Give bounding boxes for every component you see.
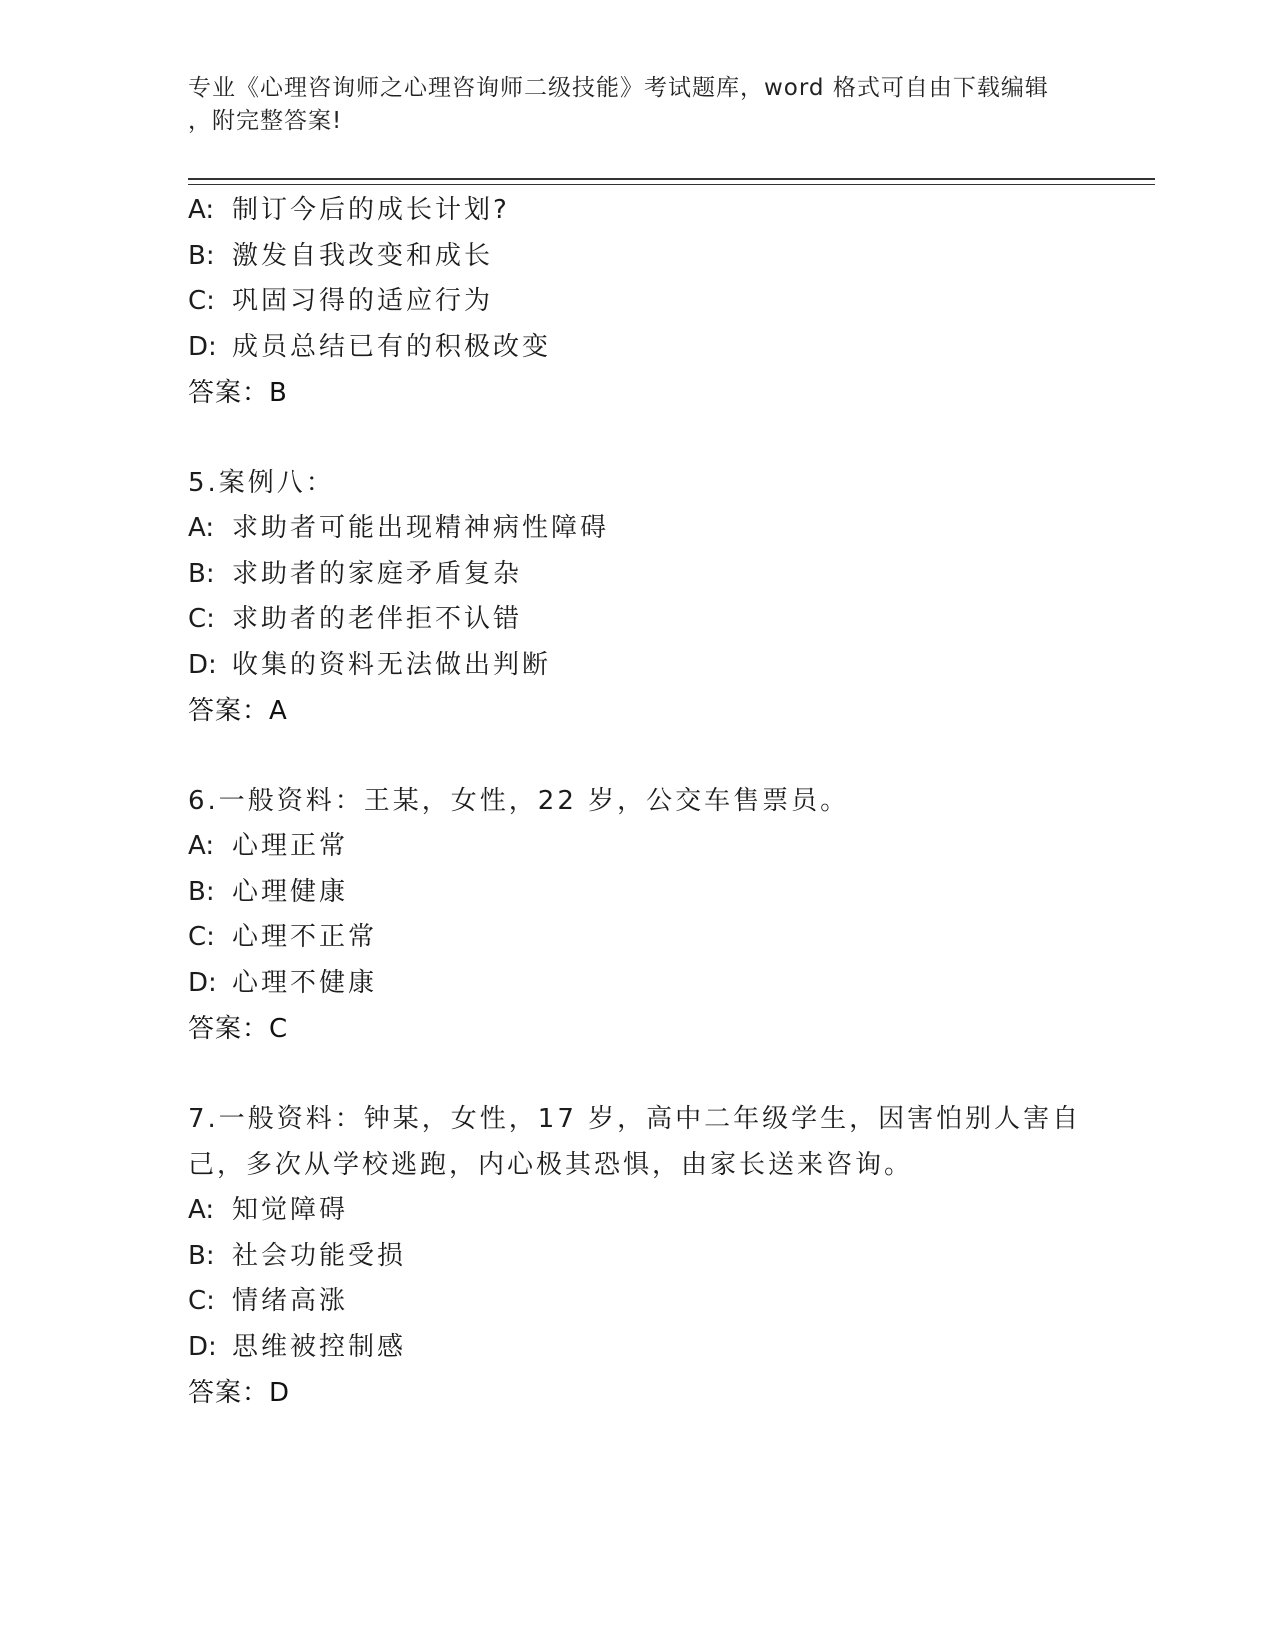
question-stem-line-1: 7.一般资料：钟某，女性，17 岁，高中二年级学生，因害怕别人害自	[188, 1104, 1082, 1134]
option-d: D: 心理不健康	[188, 967, 378, 998]
header-divider-thick	[188, 178, 1155, 180]
spacer	[188, 1052, 1088, 1096]
question-block-5	[188, 460, 1088, 734]
header-line-2: ，附完整答案!	[188, 108, 343, 134]
option-b: B: 社会功能受损	[188, 1240, 407, 1271]
option-d: D: 收集的资料无法做出判断	[188, 649, 552, 680]
answer-line: 答案：A	[188, 696, 288, 726]
question-stem: 5.案例八：	[188, 468, 335, 498]
option-c: C: 巩固习得的适应行为	[188, 286, 494, 316]
question-block-6	[188, 778, 1088, 1052]
option-b: B: 求助者的家庭矛盾复杂	[188, 558, 523, 589]
option-c: C: 情绪高涨	[188, 1286, 349, 1316]
answer-line: 答案：C	[188, 1014, 289, 1044]
header-divider-thin	[188, 184, 1155, 185]
header-line-1: 专业《心理咨询师之心理咨询师二级技能》考试题库，word 格式可自由下载编辑	[188, 75, 1049, 101]
option-c: C: 心理不正常	[188, 922, 378, 952]
option-a: A: 制订今后的成长计划?	[188, 195, 510, 225]
option-a: A: 求助者可能出现精神病性障碍	[188, 513, 610, 543]
question-list	[188, 188, 1088, 1416]
question-block-continued	[188, 188, 1088, 416]
question-block-7	[188, 1096, 1088, 1416]
spacer	[188, 416, 1088, 460]
option-d: D: 成员总结已有的积极改变	[188, 331, 552, 362]
question-stem: 6.一般资料：王某，女性，22 岁，公交车售票员。	[188, 786, 850, 816]
answer-line: 答案：B	[188, 378, 288, 408]
spacer	[188, 734, 1088, 778]
answer-line: 答案：D	[188, 1378, 291, 1408]
option-a: A: 知觉障碍	[188, 1195, 349, 1225]
document-header	[188, 72, 1068, 138]
option-d: D: 思维被控制感	[188, 1331, 407, 1362]
option-b: B: 激发自我改变和成长	[188, 240, 494, 271]
option-c: C: 求助者的老伴拒不认错	[188, 604, 523, 634]
question-stem-line-2: 己，多次从学校逃跑，内心极其恐惧，由家长送来咨询。	[188, 1150, 914, 1180]
option-b: B: 心理健康	[188, 876, 349, 907]
option-a: A: 心理正常	[188, 831, 349, 861]
